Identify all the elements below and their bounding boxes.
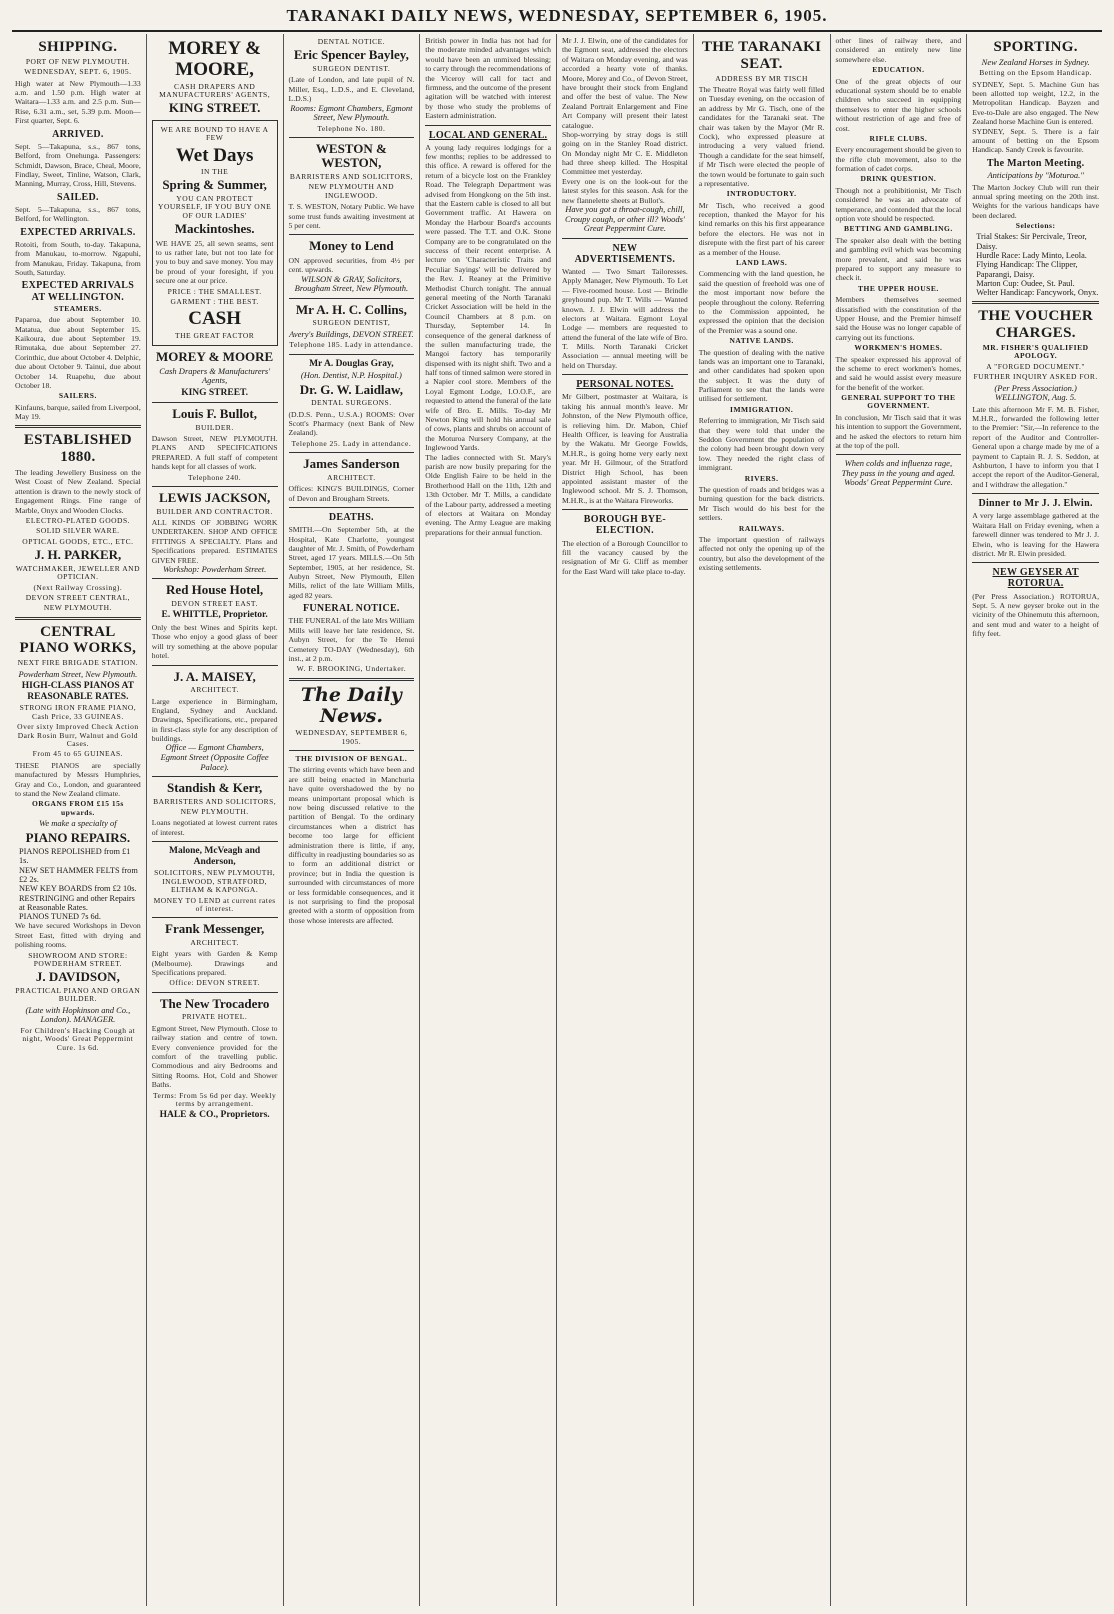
funeral-heading: FUNERAL NOTICE.: [303, 603, 400, 615]
epsom-heading: Betting on the Epsom Handicap.: [979, 68, 1092, 78]
list-item: PIANOS TUNED 7s 6d.: [19, 912, 101, 922]
voucher-sub-2: A "FORGED DOCUMENT.": [986, 361, 1085, 371]
bayley-trade: SURGEON DENTIST.: [312, 63, 391, 73]
steamers-text: Paparoa, due about September 10. Matatua, due about September 15. Kaikoura, due about September 19. Rimutaka, due about September 27. Corinthic, due about October 4. Delphic, due about October 9. Tainui, due about October 14. Ruapehu, due about October 18.: [15, 315, 141, 390]
whittle-text: Only the best Wines and Spirits kept. Those who enjoy a good glass of beer will try something at the above popular hotel.: [151, 623, 278, 661]
parker-trade: WATCHMAKER, JEWELLER AND OPTICIAN.: [15, 563, 141, 582]
parker-name: J. H. PARKER,: [34, 547, 122, 563]
local-general-text: A young lady requires lodgings for a few months; replies to be addressed to this office. A reward is offered for the return of a bicycle lost on the Frankley Road. The Telegraph Department was advised from Hongkong on the 5th inst. that the Eastern cable is closed to all but Government traffic. At Hawera on Monday the Harbour Board's accounts were passed. The T.T. and O.K. Stone Company are to be congratulated on the success of their recent enterprise. A lecture on 'Characteristic Traits and Peculiar Sayings' will be delivered by the Rev. J. Reaney at the Primitive Methodist Church tonight. The annual general meeting of the North Taranaki Cricket Association will be held in the Council Chambers at 8 p.m. on Thursday, September 14. In consequence of the general darkness of the sullen manufacturing trade, the Mangoi factory has temporarily dispensed with its night shift. Two and a half tons of tinned salmon were stored in a Napier cool store. Members of the Loyal Egmont Lodge, I.O.O.F., are requested to attend the funeral of the late wife of Bro. E. Mills. To-day Mr Newton King will hold his annual sale of cows, plants and shrubs on account of the Moturoa Nursery Company, at the Inglewood Yards.: [425, 142, 551, 453]
sailed-heading: SAILED.: [56, 191, 99, 203]
land-laws-text: Commencing with the land question, he said the question of freehold was one of the most important now before the people throughout the colony. Referring to the Commission appointed, he expressed the opinion that the decision of the Premier was a sound one.: [698, 269, 825, 335]
est-line-1: ELECTRO-PLATED GOODS.: [25, 516, 130, 525]
mackintosh-ad: [152, 120, 278, 346]
jackson-name: LEWIS JACKSON,: [159, 490, 271, 506]
column-4: [420, 34, 557, 1606]
column-6: [694, 34, 831, 1606]
marton-sub: Anticipations by "Moturoa.": [987, 170, 1084, 181]
division-text: The stirring events which have been and are still being enacted in Manchuria have quite overshadowed the by no means unimportant proposal which is now being discussed relative to the partition of Bengal. To the ordinary circumstances when a district has become too large for efficient administration there is little, if any, difficulty in readjusting boundaries so as to form an additional district or province; but in India the question is surrounded with circumstances of more or less formidable consequences, and it is not surprising to find the proposal greeted with a storm of opposition from those whose interests are affected.: [288, 765, 415, 925]
divider: [152, 486, 278, 487]
drink-question-text: Though not a prohibitionist, Mr Tisch considered he was an advocate of temperance, and contended that the local option vote should be respected.: [835, 185, 962, 224]
collins-name: Mr A. H. C. Collins,: [295, 301, 407, 317]
collins-tel: Telephone 185. Lady in attendance.: [289, 340, 414, 350]
maisey-office: Office — Egmont Chambers, Egmont Street (Opposite Coffee Palace).: [160, 742, 269, 772]
mackintosh-text: WE HAVE 25, all sewn seams, sent to us rather late, but not too late for you to buy and save money. You may be proud of your foresight, if you secure one at our price.: [155, 238, 274, 286]
divider: [289, 137, 415, 138]
malone-name: Malone, McVeagh and Anderson,: [169, 846, 261, 867]
upper-house-text: Members themselves seemed dissatisfied with the constitution of the Upper House, and the Premier himself said the House was no longer capable of carrying out its functions.: [835, 295, 962, 342]
divider: [836, 454, 962, 455]
divider: [15, 425, 141, 428]
list-item: Flying Handicap: The Clipper, Paparangi, Daisy.: [976, 260, 1078, 279]
arrived-heading: ARRIVED.: [52, 128, 104, 140]
mackintoshes: Mackintoshes.: [174, 221, 255, 237]
repairs-note: We have secured Workshops in Devon Street East, fitted with drying and polishing rooms.: [15, 921, 141, 950]
list-item: Marton Cup: Oudee, St. Paul.: [976, 278, 1075, 288]
sporting-sub: New Zealand Horses in Sydney.: [981, 56, 1090, 67]
trocadero-text: Egmont Street, New Plymouth. Close to railway station and centre of town. Every convenience provided for the comfort of the travelling public. Commodious and airy Bedrooms and Sitting Rooms. Hot, Cold and Shower Baths.: [151, 1023, 278, 1090]
maisey-text: Large experience in Birmingham, England, Sydney and Auckland. Drawings, Specifications, etc., prepared in first-class style for any description of buildings.: [151, 696, 278, 744]
bullot-trade: BUILDER.: [195, 422, 234, 432]
daily-news-date: WEDNESDAY, SEPTEMBER 6, 1905.: [295, 728, 408, 746]
parker-addr-3: NEW PLYMOUTH.: [43, 603, 112, 613]
est-line-3: OPTICAL GOODS, ETC., ETC.: [22, 536, 134, 546]
organs-line: ORGANS FROM £15 15s upwards.: [31, 799, 124, 817]
deaths-heading: DEATHS.: [328, 511, 374, 523]
cash-word: CASH: [188, 308, 242, 330]
dental-notice-heading: DENTAL NOTICE.: [317, 37, 386, 46]
protect-text: YOU CAN PROTECT YOURSELF, IF YOU BUY ONE OF OUR LADIES': [158, 193, 272, 220]
showroom-line: SHOWROOM AND STORE: POWDERHAM STREET.: [28, 950, 128, 968]
deaths-text: SMITH.—On September 5th, at the Hospital, Kate Charlotte, youngest daughter of Mr. J. Smith, of Powderham Street, aged 17 years. MILLS.—On 5th September, 1905, at her residence, St. Aubyn Street, New Plymouth, Ellen Mills, relict of the late William Mills, aged 82 years.: [288, 525, 415, 600]
workmens-homes-text: The speaker expressed his approval of the scheme to erect workmen's homes, and said he would assist every measure for the benefit of the worker.: [835, 354, 962, 392]
repairs-intro: We make a specialty of: [39, 818, 117, 829]
laidlaw-name: Dr. G. W. Laidlaw,: [299, 381, 403, 397]
shipping-date: WEDNESDAY, SEPT. 6, 1905.: [24, 67, 132, 77]
parker-addr-1: (Next Railway Crossing).: [33, 582, 123, 592]
selections-heading: Selections:: [1015, 221, 1056, 231]
immigration-text: Referring to immigration, Mr Tisch said that they were told that under the Seddon Government the population of the colony had been brought down very low. They needed the right class of immigrant.: [698, 416, 825, 473]
column-3: [284, 34, 421, 1606]
personal-notes-heading: PERSONAL NOTES.: [576, 379, 674, 391]
tides-text: High water at New Plymouth—1.33 a.m. and 1.50 p.m. High water at Waitara—1.33 a.m. and 2.5 p.m. Sun—Rise, 6.31 a.m., set, 5.39 p.m. Moon—First quarter, Sept. 6.: [15, 78, 141, 126]
piano-price-1: STRONG IRON FRAME PIANO, Cash Price, 33 GUINEAS.: [19, 703, 137, 721]
malone-text: SOLICITORS, NEW PLYMOUTH, INGLEWOOD, STRATFORD, ELTHAM & KAPONGA.: [154, 868, 276, 895]
divider: [289, 678, 415, 681]
bullot-name: Louis F. Bullot,: [172, 406, 258, 422]
repairs-heading: PIANO REPAIRS.: [25, 829, 131, 845]
sanderson-text: Offices: KING'S BUILDINGS, Corner of Devon and Brougham Streets.: [288, 484, 415, 503]
expected-text: Rotoiti, from South, to-day. Takapuna, from Manukau, to-morrow. Ngapuhi, from Manukau, Friday. Takapuna, from South, Saturday.: [15, 239, 141, 277]
gray-trade: (Hon. Dentist, N.P. Hospital.): [300, 370, 402, 381]
daily-news-title: The Daily News.: [300, 683, 402, 728]
wet-days: Wet Days: [175, 144, 254, 166]
divider: [152, 578, 278, 579]
standish-name: Standish & Kerr,: [167, 780, 263, 796]
port-line: PORT OF NEW PLYMOUTH.: [25, 56, 130, 66]
personal-notes-text: Mr Gilbert, postmaster at Waitara, is taking his annual month's leave. Mr Johnston, of the New Plymouth office, is relieving him. Dr. Mabon, Chief Health Officer, is leaving for Australia by the Wakatu. Mr George Fowlds, M.H.R., is going home very early next year. Mr H. Gilmour, of the Stratford District High School, has been appointed assistant master of the Inglewood school. Mr S. J. Thomson, M.H.R., is at the Waitara Fireworks.: [562, 392, 688, 505]
list-item: NEW KEY BOARDS from £2 10s.: [19, 884, 137, 894]
divider: [152, 841, 278, 842]
column-2: [147, 34, 284, 1606]
laidlaw-trade: DENTAL SURGEONS.: [311, 398, 392, 408]
borough-heading: BOROUGH BYE-ELECTION.: [583, 514, 666, 537]
trocadero-trade: PRIVATE HOTEL.: [182, 1012, 248, 1022]
divider: [152, 917, 278, 918]
local-general-heading: LOCAL AND GENERAL.: [428, 129, 548, 141]
bayley-name: Eric Spencer Bayley,: [293, 47, 409, 63]
piano-caption: HIGH-CLASS PIANOS AT REASONABLE RATES.: [21, 681, 134, 702]
epsom-text: SYDNEY, Sept. 5. Machine Gun has been allotted top weight, 12.2, in the Metropolitan Handicap. Bayzen and Eve-to-Dale are also engaged. The New Zealand horse Machine Gun is entered.: [972, 79, 1099, 127]
rivers-text: The question of roads and bridges was a burning question for the back districts. Mr Tisch would do his best for the settlers.: [698, 485, 825, 523]
est-line-2: SOLID SILVER WARE.: [36, 526, 120, 536]
morey-moore-trade: CASH DRAPERS AND MANUFACTURERS' AGENTS,: [159, 81, 271, 99]
rifle-clubs-text: Every encouragement should be given to the rifle club movement, also to the formation of cadet corps.: [835, 145, 962, 174]
list-item: Trial Stakes: Sir Percivale, Treor, Daisy.: [976, 232, 1087, 251]
introductory-text: Mr Tisch, who received a good reception, thanked the Mayor for his kind remarks on this his first appearance before the electors. He was not in disrepute with the first part of his career as a member of the House.: [698, 200, 825, 257]
masthead: [12, 6, 1102, 32]
hale-proprietors: HALE & CO., Proprietors.: [159, 1110, 270, 1121]
piano-text: THESE PIANOS are specially manufactured by Messrs Humphries, Gray and Co., London, and guaranteed to stand the New Zealand climate.: [15, 760, 141, 798]
drink-question-heading: DRINK QUESTION.: [860, 174, 937, 184]
parker-addr-2: DEVON STREET CENTRAL,: [25, 592, 131, 602]
voucher-wire: (Per Press Association.) WELLINGTON, Aug. 5.: [994, 382, 1077, 403]
land-laws-heading: LAND LAWS.: [735, 258, 788, 268]
laidlaw-tel: Telephone 25. Lady in attendance.: [291, 438, 412, 448]
upper-house-heading: THE UPPER HOUSE.: [858, 283, 939, 293]
workmens-homes-heading: WORKMEN'S HOMES.: [854, 343, 943, 353]
repairs-list: [15, 847, 141, 921]
divider: [562, 238, 688, 239]
maisey-trade: ARCHITECT.: [190, 685, 239, 695]
morey-moore-street: KING STREET.: [168, 100, 261, 116]
expected-heading: EXPECTED ARRIVALS.: [20, 226, 136, 238]
divider: [562, 509, 688, 510]
funeral-text: THE FUNERAL of the late Mrs William Mills will leave her late residence, St. Aubyn Street, for the Te Henui Cemetery TO-DAY (Wednesday), 6th inst., at 2 p.m.: [288, 616, 415, 663]
divider: [289, 234, 415, 235]
morey-moore-street-2: KING STREET.: [181, 387, 249, 398]
introductory-heading: INTRODUCTORY.: [726, 189, 797, 199]
divider: [972, 562, 1099, 563]
marton-heading: The Marton Meeting.: [986, 157, 1085, 169]
messenger-name: Frank Messenger,: [165, 921, 265, 937]
funeral-signature: W. F. BROOKING, Undertaker.: [296, 664, 407, 674]
davidson-note: (Late with Hopkinson and Co., London). MANAGER.: [25, 1004, 131, 1025]
column-8: [967, 34, 1104, 1606]
standish-trade: BARRISTERS AND SOLICITORS,: [153, 796, 277, 806]
divider: [289, 750, 415, 751]
immigration-heading: IMMIGRATION.: [730, 404, 794, 414]
trocadero-name: The New Trocadero: [159, 995, 270, 1011]
weston-addr: NEW PLYMOUTH AND INGLEWOOD.: [308, 182, 395, 200]
column-5: [557, 34, 694, 1606]
established-heading: ESTABLISHED 1880.: [23, 432, 132, 466]
bullot-tel: Telephone 240.: [188, 472, 242, 482]
dinner-heading: Dinner to Mr J. J. Elwin.: [978, 498, 1093, 510]
standish-addr: NEW PLYMOUTH.: [180, 806, 249, 816]
weston-name: WESTON & WESTON,: [315, 140, 387, 171]
taranaki-seat-heading: THE TARANAKI SEAT.: [701, 39, 822, 72]
davidson-trade: PRACTICAL PIANO AND ORGAN BUILDER.: [15, 985, 141, 1004]
in-the: IN THE: [201, 166, 229, 176]
piano-addr: Powderham Street, New Plymouth.: [18, 668, 138, 679]
divider: [289, 507, 415, 508]
column-5-text: Mr J. J. Elwin, one of the candidates for the Egmont seat, addressed the electors of Waitara on Monday evening, and was accorded a hearty vote of thanks. Moore, Morey and Co., of Devon Street, have brought their stock from England and offer the best of value. The New Zealand Portrait Enlargement and Fine Art Company will present their latest catalogue.: [562, 36, 688, 130]
steamers-heading: STEAMERS.: [54, 303, 102, 313]
sanderson-name: James Sanderson: [303, 456, 400, 472]
messenger-trade: ARCHITECT.: [190, 937, 239, 947]
collins-addr: Avery's Buildings, DEVON STREET.: [289, 328, 414, 339]
newspaper-columns: [10, 34, 1104, 1606]
native-lands-heading: NATIVE LANDS.: [729, 336, 794, 346]
piano-price-3: From 45 to 65 GUINEAS.: [32, 749, 124, 759]
betting-text: The speaker also dealt with the betting and gambling evil which was becoming more prevalent, and said he was prepared to support any measure to check it.: [835, 235, 962, 283]
sailers-text: Kinfauns, barque, sailed from Liverpool, May 19.: [15, 402, 141, 422]
masthead-title: TARANAKI DAILY NEWS, WEDNESDAY, SEPTEMBER 6, 1905.: [286, 6, 828, 25]
general-support-text: In conclusion, Mr Tisch said that it was his intention to support the Government, and he asked the electors to return him at the top of the poll.: [835, 412, 962, 451]
divider: [152, 776, 278, 777]
standish-text: Loans negotiated at lowest current rates of interest.: [151, 818, 278, 837]
bound-to-have: WE ARE BOUND TO HAVE A FEW: [160, 124, 269, 143]
morey-moore-trade-2: Cash Drapers & Manufacturers' Agents,: [159, 365, 271, 386]
taranaki-seat-text: The Theatre Royal was fairly well filled on Tuesday evening, on the occasion of an address by Mr G. Tisch, one of the candidates for the Taranaki seat. The chair was taken by the Mayor (Mr R. Cock), who expressed pleasure at introducing a very valued friend. Though a candidate for the seat himself, if Mr Tisch were elected the people of the town would be fortunate to gain such a representative.: [698, 84, 825, 188]
morey-moore-name-2: MOREY & MOORE: [156, 348, 274, 364]
list-item: RESTRINGING and other Repairs at Reasonable Rates.: [19, 893, 135, 912]
voucher-sub-3: FURTHER INQUIRY ASKED FOR.: [973, 372, 1098, 382]
trocadero-terms: Terms: From 5s 6d per day. Weekly terms by arrangement.: [152, 1090, 277, 1108]
garment-line: GARMENT : THE BEST.: [170, 296, 259, 306]
jackson-addr: Workshop: Powderham Street.: [162, 563, 267, 574]
column-7-text: other lines of railway there, and considered an entirely new line somewhere else.: [835, 36, 962, 64]
maisey-name: J. A. MAISEY,: [173, 668, 256, 684]
piano-price-2: Over sixty Improved Check Action Dark Rosin Burr, Walnut and Gold Cases.: [17, 722, 139, 748]
redhouse-addr: DEVON STREET EAST.: [171, 599, 258, 608]
bayley-text: (Late of London, and late pupil of N. Miller, Esq., L.D.S., and E. Cleveland, L.D.S.): [288, 75, 415, 104]
sydney-text: SYDNEY, Sept. 5. There is a fair amount of betting on the Epsom Handicap. Sandy Creek is favourite.: [972, 126, 1099, 155]
divider: [289, 354, 415, 355]
sporting-heading: SPORTING.: [993, 39, 1078, 55]
divider: [152, 402, 278, 403]
divider: [425, 125, 551, 126]
messenger-text: Eight years with Garden & Kemp (Melbourne). Drawings and Specifications prepared.: [151, 949, 278, 978]
list-item: Hurdle Race: Lady Minto, Leola.: [976, 251, 1087, 261]
spring-summer: Spring & Summer,: [162, 177, 267, 193]
peppermint-ad: When colds and influenza rage, They pass in the young and aged. Woods' Great Peppermint Cure.: [841, 458, 956, 488]
divider: [972, 493, 1099, 494]
divider: [152, 992, 278, 993]
established-text: The leading Jewellery Business on the West Coast of New Zealand. Special attention is drawn to the newly stock of Engagement Rings. Fine range of Marble, Onyx and Wooden Clocks.: [15, 468, 141, 515]
divider: [152, 665, 278, 666]
weston-text: T. S. WESTON, Notary Public. We have some trust funds awaiting investment at 5 per cent.: [288, 202, 415, 230]
rivers-heading: RIVERS.: [744, 473, 779, 483]
sailed-text: Sept. 5—Takapuna, s.s., 867 tons, Belford, for Wellington.: [15, 204, 141, 224]
bullot-text: Dawson Street, NEW PLYMOUTH. PLANS AND SPECIFICATIONS PREPARED. A full staff of competent hands kept for all classes of work.: [151, 434, 278, 472]
dinner-text: A very large assemblage gathered at the Waitara Hall on Friday evening, when a farewell dinner was tendered to Mr J. J. Elwin, who is leaving for the Hawera district. Mr R. Elwin presided.: [972, 511, 1099, 558]
voucher-heading: THE VOUCHER CHARGES.: [978, 308, 1094, 342]
division-heading: THE DIVISION OF BENGAL.: [295, 754, 408, 764]
piano-sub: NEXT FIRE BRIGADE STATION.: [17, 658, 139, 668]
divider: [15, 617, 141, 620]
shipping-heading: SHIPPING.: [38, 39, 118, 55]
geyser-heading: NEW GEYSER AT ROTORUA.: [992, 567, 1079, 590]
column-1: [10, 34, 147, 1606]
marton-text: The Marton Jockey Club will run their annual spring meeting on the 20th inst. Weights for the various handicaps have been declared.: [972, 182, 1099, 220]
divider: [972, 301, 1099, 304]
cough-ad: For Children's Hacking Cough at night, Woods' Great Peppermint Cure. 1s 6d.: [20, 1025, 136, 1052]
railways-heading: RAILWAYS.: [738, 523, 785, 533]
new-adverts-heading: NEW ADVERTISEMENTS.: [574, 242, 676, 265]
column-5-text-2: Shop-worrying by stray dogs is still going on in the Stanley Road district. On Monday night Mr C. E. Middleton had three sheep killed. The Hospital Committee met yesterday.: [562, 129, 688, 177]
railways-text: The important question of railways affected not only the opening up of the country, but also the development of the existing settlements.: [698, 534, 825, 573]
list-item: Welter Handicap: Fancywork, Onyx.: [976, 288, 1099, 298]
sanderson-trade: ARCHITECT.: [327, 472, 376, 482]
whittle-name: E. WHITTLE, Proprietor.: [161, 610, 268, 621]
great-factor: THE GREAT FACTOR: [174, 330, 255, 340]
sailers-heading: SAILERS.: [58, 391, 97, 401]
morey-moore-name: MOREY & MOORE,: [168, 38, 261, 81]
money-heading: Money to Lend: [309, 238, 394, 254]
betting-heading: BETTING AND GAMBLING.: [844, 224, 953, 234]
voucher-text: Late this afternoon Mr F. M. B. Fisher, M.H.R., forwarded the following letter to the Premier: "Sir,—In reference to the report of the Auditor and Controller-General upon a charge made by me of a payment to Captain R. J. S. Seddon, at Ashburton, I have to inform you that I accept the report of the Auditor-General, and I withdraw the allegation.": [972, 404, 1099, 489]
education-text: One of the great objects of our educational system should be to enable children who succeed in equipping themselves to enter the higher schools without restriction of age and free of cost.: [835, 76, 962, 133]
rifle-clubs-heading: RIFLE CLUBS.: [869, 133, 928, 143]
column-7: [831, 34, 968, 1606]
editorial-text: British power in India has not had for the moderate minded advantages which would have been an unmixed blessing; to carry through the recommendations of the Viceroy will call for tact and firmness, and the outcome of the present agitation will be watched with interest by those who study the problems of Eastern administration.: [425, 36, 551, 121]
laidlaw-text: (D.D.S. Penn., U.S.A.) ROOMS: Over Scott's Pharmacy (next Bank of New Zealand).: [288, 409, 415, 438]
peppermint-verse: Have you got a throat-cough, chill, Croupy cough, or other ill? Woods' Great Peppermint Cure.: [565, 204, 685, 234]
borough-text: The election of a Borough Councillor to fill the vacancy caused by the resignation of Mr G. Cliff as member for the East Ward will take place to-day.: [562, 538, 688, 576]
messenger-office: Office: DEVON STREET.: [169, 978, 260, 988]
local-general-text-2: The ladies connected with St. Mary's parish are now busily preparing for the Olde English Faire to be held in the Brotherhood Hall on the 11th, 12th and 13th October. Mr T. Mills, a candidate of the Labour party, addressed a meeting of electors at Waitara on Monday evening. The Army League are making preparations for their annual function.: [425, 452, 551, 537]
new-adverts-text: Wanted — Two Smart Tailoresses. Apply Manager, New Plymouth. To Let — Five-roomed house. Lost — Brindle greyhound pup. Mr T. Wills — Wanted known. J. J. Elwin will address the electors at Waitara. Egmont Loyal Lodge — members are requested to attend the funeral of the late wife of Bro. T. Mills. North Taranaki Cricket Association — annual meeting will be held on Thursday.: [562, 266, 688, 370]
general-support-heading: GENERAL SUPPORT TO THE GOVERNMENT.: [841, 393, 956, 411]
jackson-trade: BUILDER AND CONTRACTOR.: [156, 506, 273, 516]
voucher-sub: MR. FISHER'S QUALIFIED APOLOGY.: [982, 343, 1089, 361]
malone-loans: MONEY TO LEND at current rates of interest.: [153, 895, 276, 913]
geyser-text: (Per Press Association.) ROTORUA, Sept. 5. A new geyser broke out in the vicinity of the Ohinemutu this afternoon, and sent mud and water to a height of fifty feet.: [972, 591, 1099, 639]
money-text: ON approved securities, from 4½ per cent. upwards.: [288, 255, 415, 275]
divider: [289, 452, 415, 453]
redhouse-name: Red House Hotel,: [166, 582, 264, 598]
bayley-tel: Telephone No. 180.: [317, 123, 386, 133]
native-lands-text: The question of dealing with the native lands was an important one to Taranaki, and other candidates had spoken upon the subject. It was the duty of Parliament to see that the lands were utilised for settlement.: [698, 347, 825, 404]
weston-trade: BARRISTERS AND SOLICITORS,: [289, 172, 413, 182]
selections-list: [972, 232, 1099, 297]
divider: [562, 374, 688, 375]
davidson-name: J. DAVIDSON,: [35, 969, 120, 985]
price-line: PRICE : THE SMALLEST.: [167, 286, 262, 296]
arrived-text: Sept. 5—Takapuna, s.s., 867 tons, Belford, from Onehunga. Passengers: Schmidt, Dawson, Brace, Cheal, Moore, Findlay, Sweet, Tinline, Watson, Clark, Manning, Murray, Cross, Hill, Stevens.: [15, 141, 141, 189]
collins-trade: SURGEON DENTIST,: [312, 318, 391, 328]
education-heading: EDUCATION.: [872, 65, 925, 75]
jackson-text: ALL KINDS OF JOBBING WORK UNDERTAKEN. SHOP AND OFFICE FITTINGS A SPECIALTY. Plans and Specifications prepared. ESTIMATES GIVEN FREE.: [151, 517, 278, 565]
wellington-heading: EXPECTED ARRIVALS AT WELLINGTON.: [21, 280, 135, 303]
money-firm: WILSON & GRAY, Solicitors, Brougham Street, New Plymouth.: [294, 273, 409, 294]
gray-name: Mr A. Douglas Gray,: [309, 358, 394, 369]
list-item: PIANOS REPOLISHED from £1 1s.: [19, 847, 131, 866]
column-5-ad: Every one is on the look-out for the latest styles for this season. Ask for the new flannelette sheets at Bullot's.: [562, 176, 688, 205]
list-item: NEW SET HAMMER FELTS from £2 2s.: [19, 865, 138, 885]
piano-heading: CENTRAL PIANO WORKS,: [19, 623, 137, 657]
taranaki-seat-sub: ADDRESS BY MR TISCH: [715, 73, 808, 83]
divider: [289, 298, 415, 299]
bayley-rooms: Rooms: Egmont Chambers, Egmont Street, New Plymouth.: [290, 102, 413, 123]
